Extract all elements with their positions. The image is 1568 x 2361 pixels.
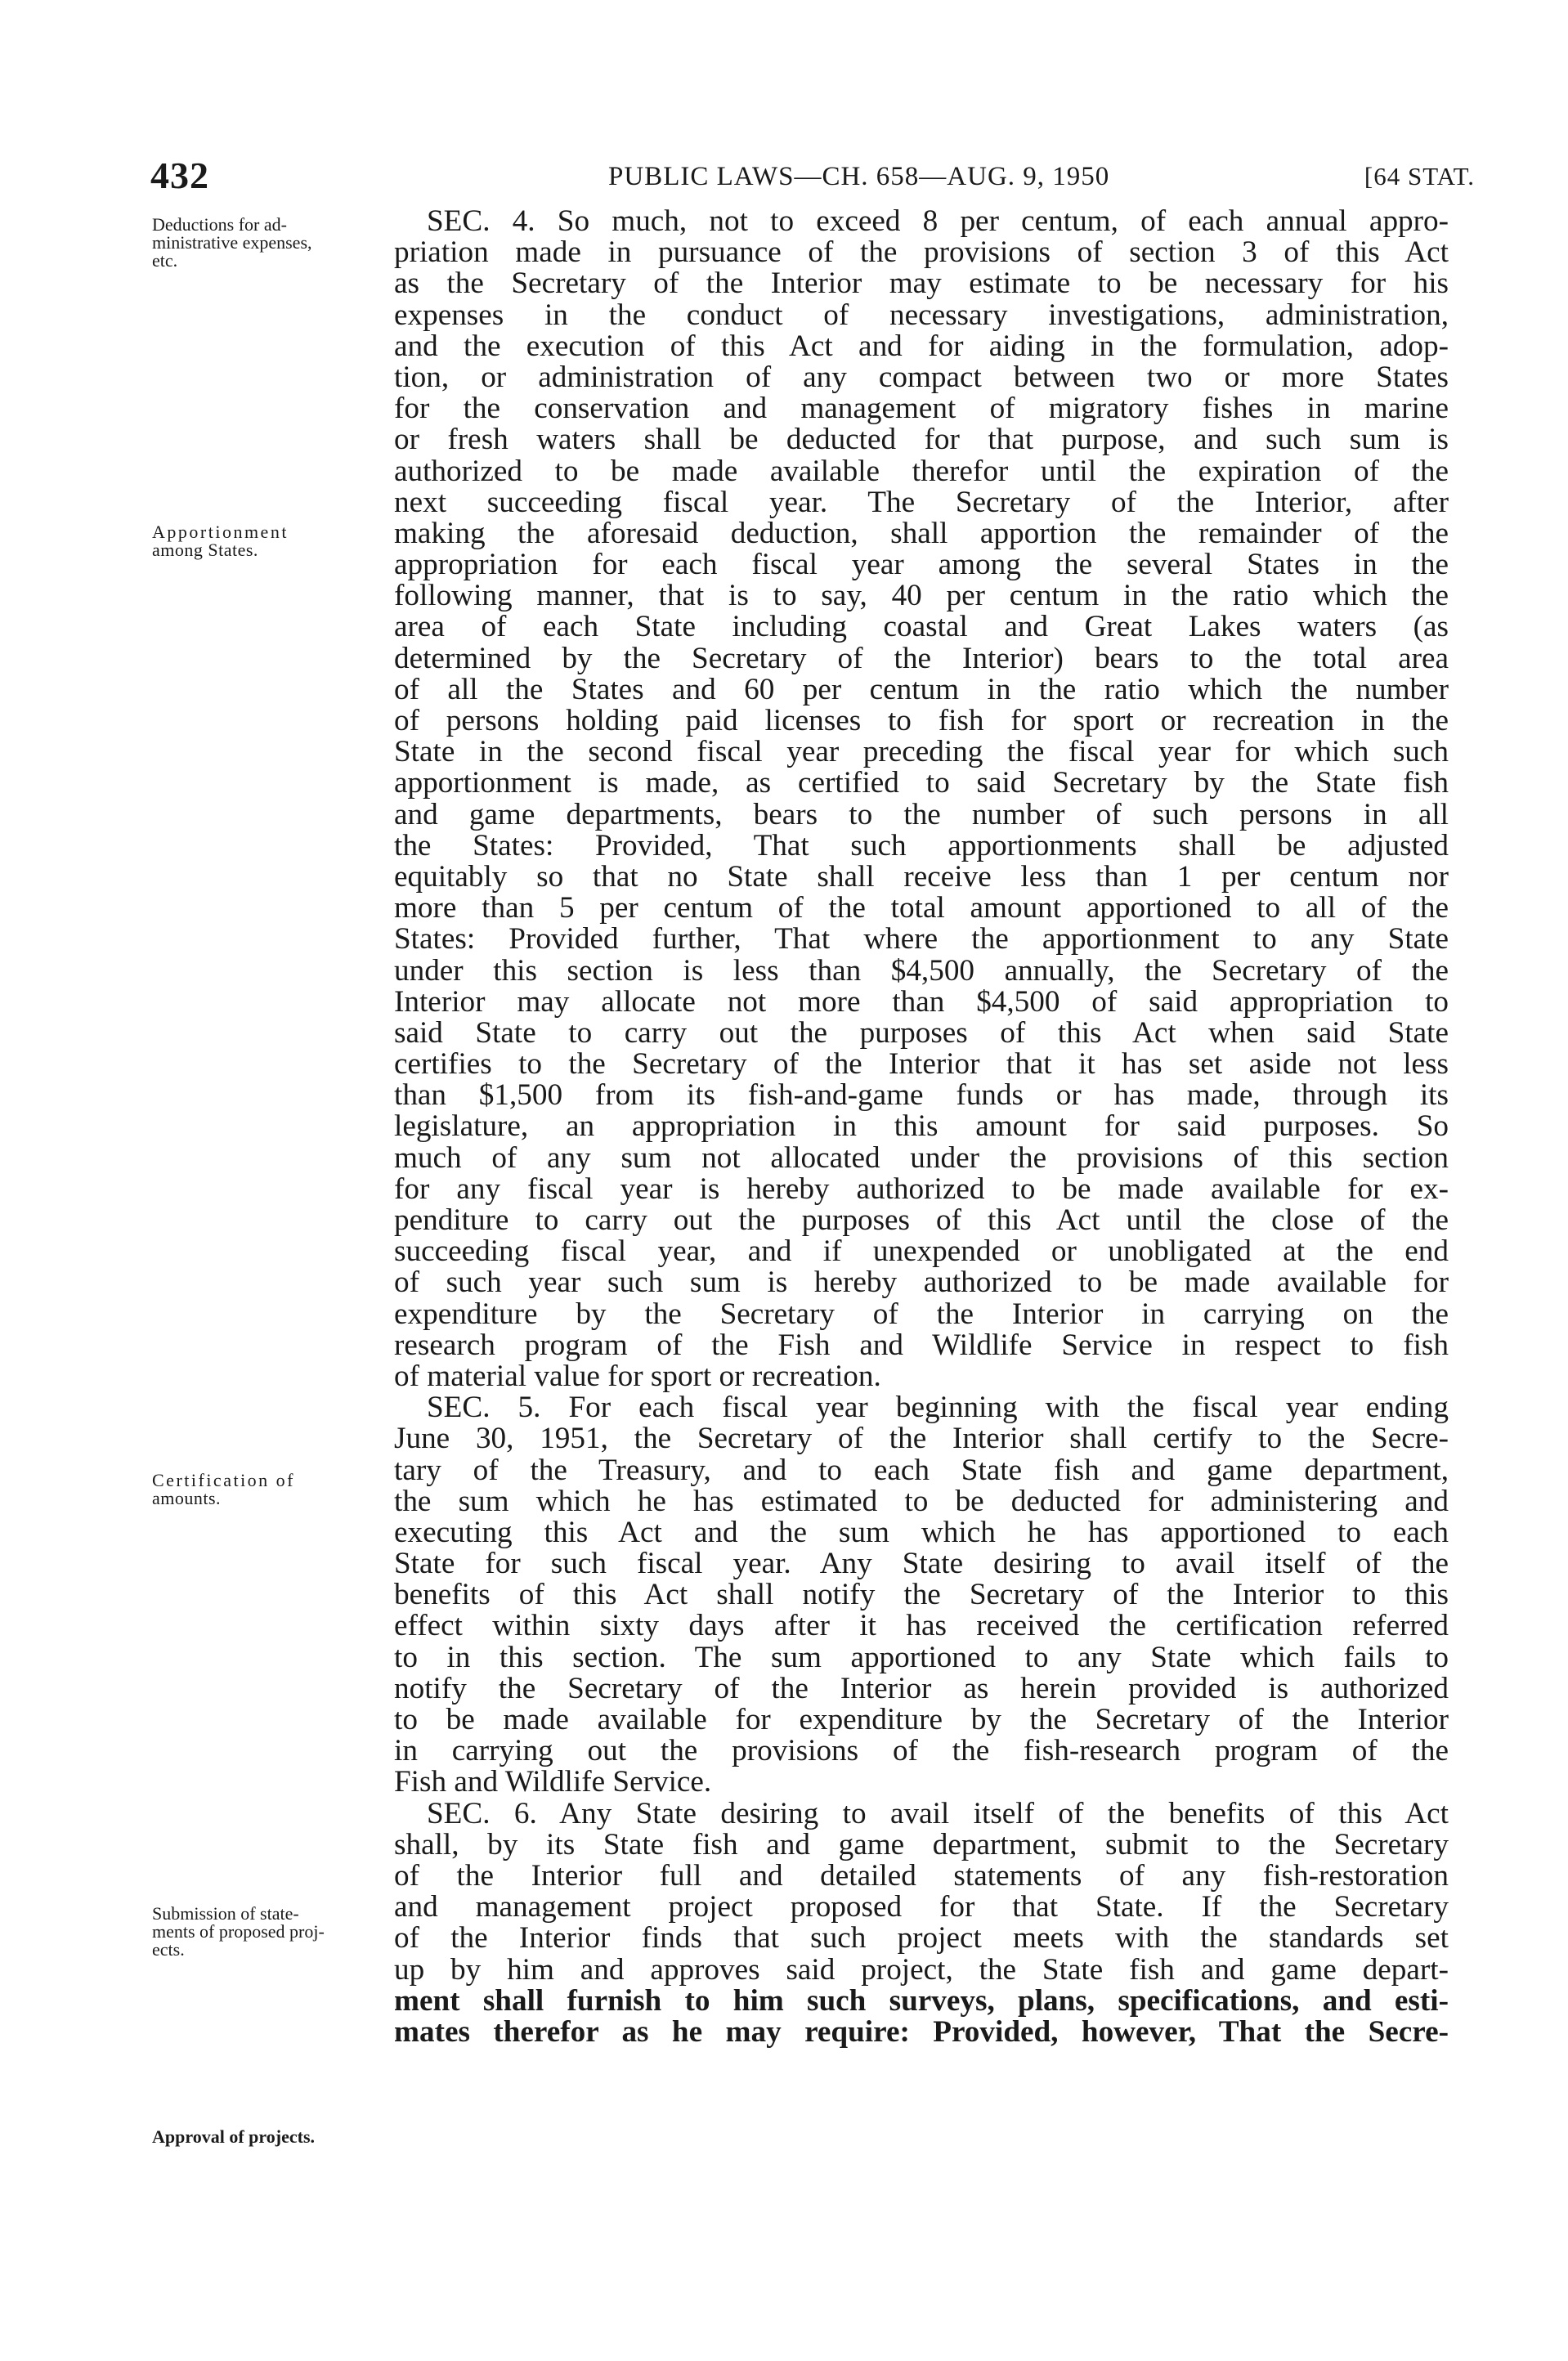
running-head: PUBLIC LAWS—CH. 658—AUG. 9, 1950 bbox=[608, 162, 1110, 191]
text-line: apportionment is made, as certified to said Secretary by the State fish bbox=[394, 766, 1449, 800]
margin-note-line: Certification of bbox=[152, 1470, 296, 1490]
text-line: said State to carry out the purposes of this Act when said State bbox=[394, 1015, 1449, 1050]
text-line: effect within sixty days after it has received the certification referred bbox=[394, 1609, 1449, 1643]
text-line: making the aforesaid deduction, shall apportion the remainder of the bbox=[394, 516, 1449, 550]
text-line: Interior may allocate not more than $4,500 of said appropriation to bbox=[394, 984, 1449, 1019]
margin-note-deductions bbox=[152, 216, 397, 270]
text-line: much of any sum not allocated under the provisions of this section bbox=[394, 1140, 1449, 1175]
text-line: SEC. 5. For each fiscal year beginning with the fiscal year ending bbox=[427, 1391, 1449, 1425]
margin-note-line: Approval of projects. bbox=[152, 2126, 316, 2147]
text-line: priation made in pursuance of the provisions of section 3 of this Act bbox=[394, 235, 1449, 270]
text-line: up by him and approves said project, the State fish and game depart- bbox=[394, 1952, 1449, 1987]
margin-note-line: Apportionment bbox=[152, 522, 289, 542]
text-line: tary of the Treasury, and to each State fish and game department, bbox=[394, 1453, 1449, 1487]
text-line: certifies to the Secretary of the Interior that it has set aside not less bbox=[394, 1047, 1449, 1082]
margin-note-line: etc. bbox=[152, 250, 178, 271]
text-line: and game departments, bears to the number of such persons in all bbox=[394, 797, 1449, 831]
text-line: authorized to be made available therefor until the expiration of the bbox=[394, 454, 1449, 488]
text-line: next succeeding fiscal year. The Secretary of the Interior, after bbox=[394, 485, 1449, 519]
text-line: States: Provided further, That where the apportionment to any State bbox=[394, 922, 1449, 956]
page-number: 432 bbox=[150, 155, 209, 196]
margin-note-line: among States. bbox=[152, 540, 258, 560]
margin-note-line: ministrative expenses, bbox=[152, 232, 312, 253]
text-line: to be made available for expenditure by the Secretary of the Interior bbox=[394, 1703, 1449, 1736]
margin-note-submission bbox=[152, 1905, 397, 1959]
text-line: than $1,500 from its fish-and-game funds or has made, through its bbox=[394, 1078, 1449, 1113]
text-line: tion, or administration of any compact between two or more States bbox=[394, 360, 1449, 394]
statute-reference: [64 STAT. bbox=[1364, 162, 1475, 190]
text-line: of the Interior full and detailed statements of any fish-restoration bbox=[394, 1858, 1449, 1893]
text-line: of material value for sport or recreation. bbox=[394, 1359, 881, 1393]
text-line: SEC. 6. Any State desiring to avail itself of the benefits of this Act bbox=[427, 1796, 1449, 1830]
text-line: succeeding fiscal year, and if unexpended or unobligated at the end bbox=[394, 1234, 1449, 1269]
margin-note-line: Deductions for ad- bbox=[152, 214, 287, 235]
statute-body bbox=[394, 206, 1449, 2048]
text-line: of all the States and 60 per centum in the ratio which the number bbox=[394, 672, 1449, 706]
text-line: for the conservation and management of migratory fishes in marine bbox=[394, 392, 1449, 426]
text-line: more than 5 per centum of the total amount apportioned to all of the bbox=[394, 891, 1449, 925]
text-line: legislature, an appropriation in this amount for said purposes. So bbox=[394, 1109, 1449, 1144]
margin-note-approval bbox=[152, 2128, 397, 2146]
text-line: State for such fiscal year. Any State desiring to avail itself of the bbox=[394, 1547, 1449, 1581]
text-line: Fish and Wildlife Service. bbox=[394, 1765, 712, 1799]
text-line: expenses in the conduct of necessary investigations, administration, bbox=[394, 298, 1449, 332]
text-line: executing this Act and the sum which he has apportioned to each bbox=[394, 1515, 1449, 1549]
text-line: State in the second fiscal year preceding the fiscal year for which such bbox=[394, 735, 1449, 769]
text-line: of persons holding paid licenses to fish for sport or recreation in the bbox=[394, 704, 1449, 737]
text-line: notify the Secretary of the Interior as herein provided is authorized bbox=[394, 1671, 1449, 1705]
text-line: following manner, that is to say, 40 per centum in the ratio which the bbox=[394, 579, 1449, 613]
text-line: research program of the Fish and Wildlife Service in respect to fish bbox=[394, 1328, 1449, 1362]
text-line: under this section is less than $4,500 annually, the Secretary of the bbox=[394, 953, 1449, 988]
text-line: in carrying out the provisions of the fish-research program of the bbox=[394, 1734, 1449, 1768]
text-line: benefits of this Act shall notify the Secretary of the Interior to this bbox=[394, 1578, 1449, 1612]
margin-note-certification bbox=[152, 1472, 397, 1508]
text-line: to in this section. The sum apportioned to any State which fails to bbox=[394, 1640, 1449, 1674]
text-line: mates therefor as he may require: Provided, however, That the Secre- bbox=[394, 2014, 1449, 2049]
text-line: as the Secretary of the Interior may estimate to be necessary for his bbox=[394, 267, 1449, 301]
text-line: determined by the Secretary of the Interior) bears to the total area bbox=[394, 641, 1449, 675]
page-header bbox=[150, 154, 1475, 203]
margin-note-apportionment bbox=[152, 523, 397, 559]
text-line: ment shall furnish to him such surveys, plans, specifications, and esti- bbox=[394, 1983, 1449, 2018]
text-line: for any fiscal year is hereby authorized to be made available for ex- bbox=[394, 1172, 1449, 1206]
margin-note-line: amounts. bbox=[152, 1488, 222, 1508]
text-line: or fresh waters shall be deducted for that purpose, and such sum is bbox=[394, 423, 1449, 457]
text-line: June 30, 1951, the Secretary of the Interior shall certify to the Secre- bbox=[394, 1422, 1449, 1456]
margin-note-line: Submission of state- bbox=[152, 1903, 299, 1924]
margin-note-line: ects. bbox=[152, 1939, 185, 1960]
text-line: and the execution of this Act and for aiding in the formulation, adop- bbox=[394, 329, 1449, 363]
text-line: of the Interior finds that such project meets with the standards set bbox=[394, 1921, 1449, 1956]
text-line: the sum which he has estimated to be deducted for administering and bbox=[394, 1484, 1449, 1518]
text-line: the States: Provided, That such apportionments shall be adjusted bbox=[394, 828, 1449, 862]
text-line: and management project proposed for that State. If the Secretary bbox=[394, 1890, 1449, 1924]
text-line: SEC. 4. So much, not to exceed 8 per centum, of each annual appro- bbox=[427, 204, 1449, 238]
text-line: expenditure by the Secretary of the Interior in carrying on the bbox=[394, 1297, 1449, 1331]
margin-note-line: ments of proposed proj- bbox=[152, 1921, 325, 1942]
text-line: equitably so that no State shall receive less than 1 per centum nor bbox=[394, 859, 1449, 894]
text-line: shall, by its State fish and game department, submit to the Secretary bbox=[394, 1827, 1449, 1861]
text-line: penditure to carry out the purposes of this Act until the close of the bbox=[394, 1203, 1449, 1237]
text-line: appropriation for each fiscal year among the several States in the bbox=[394, 548, 1449, 582]
text-line: area of each State including coastal and Great Lakes waters (as bbox=[394, 610, 1449, 644]
text-line: of such year such sum is hereby authorized to be made available for bbox=[394, 1266, 1449, 1300]
